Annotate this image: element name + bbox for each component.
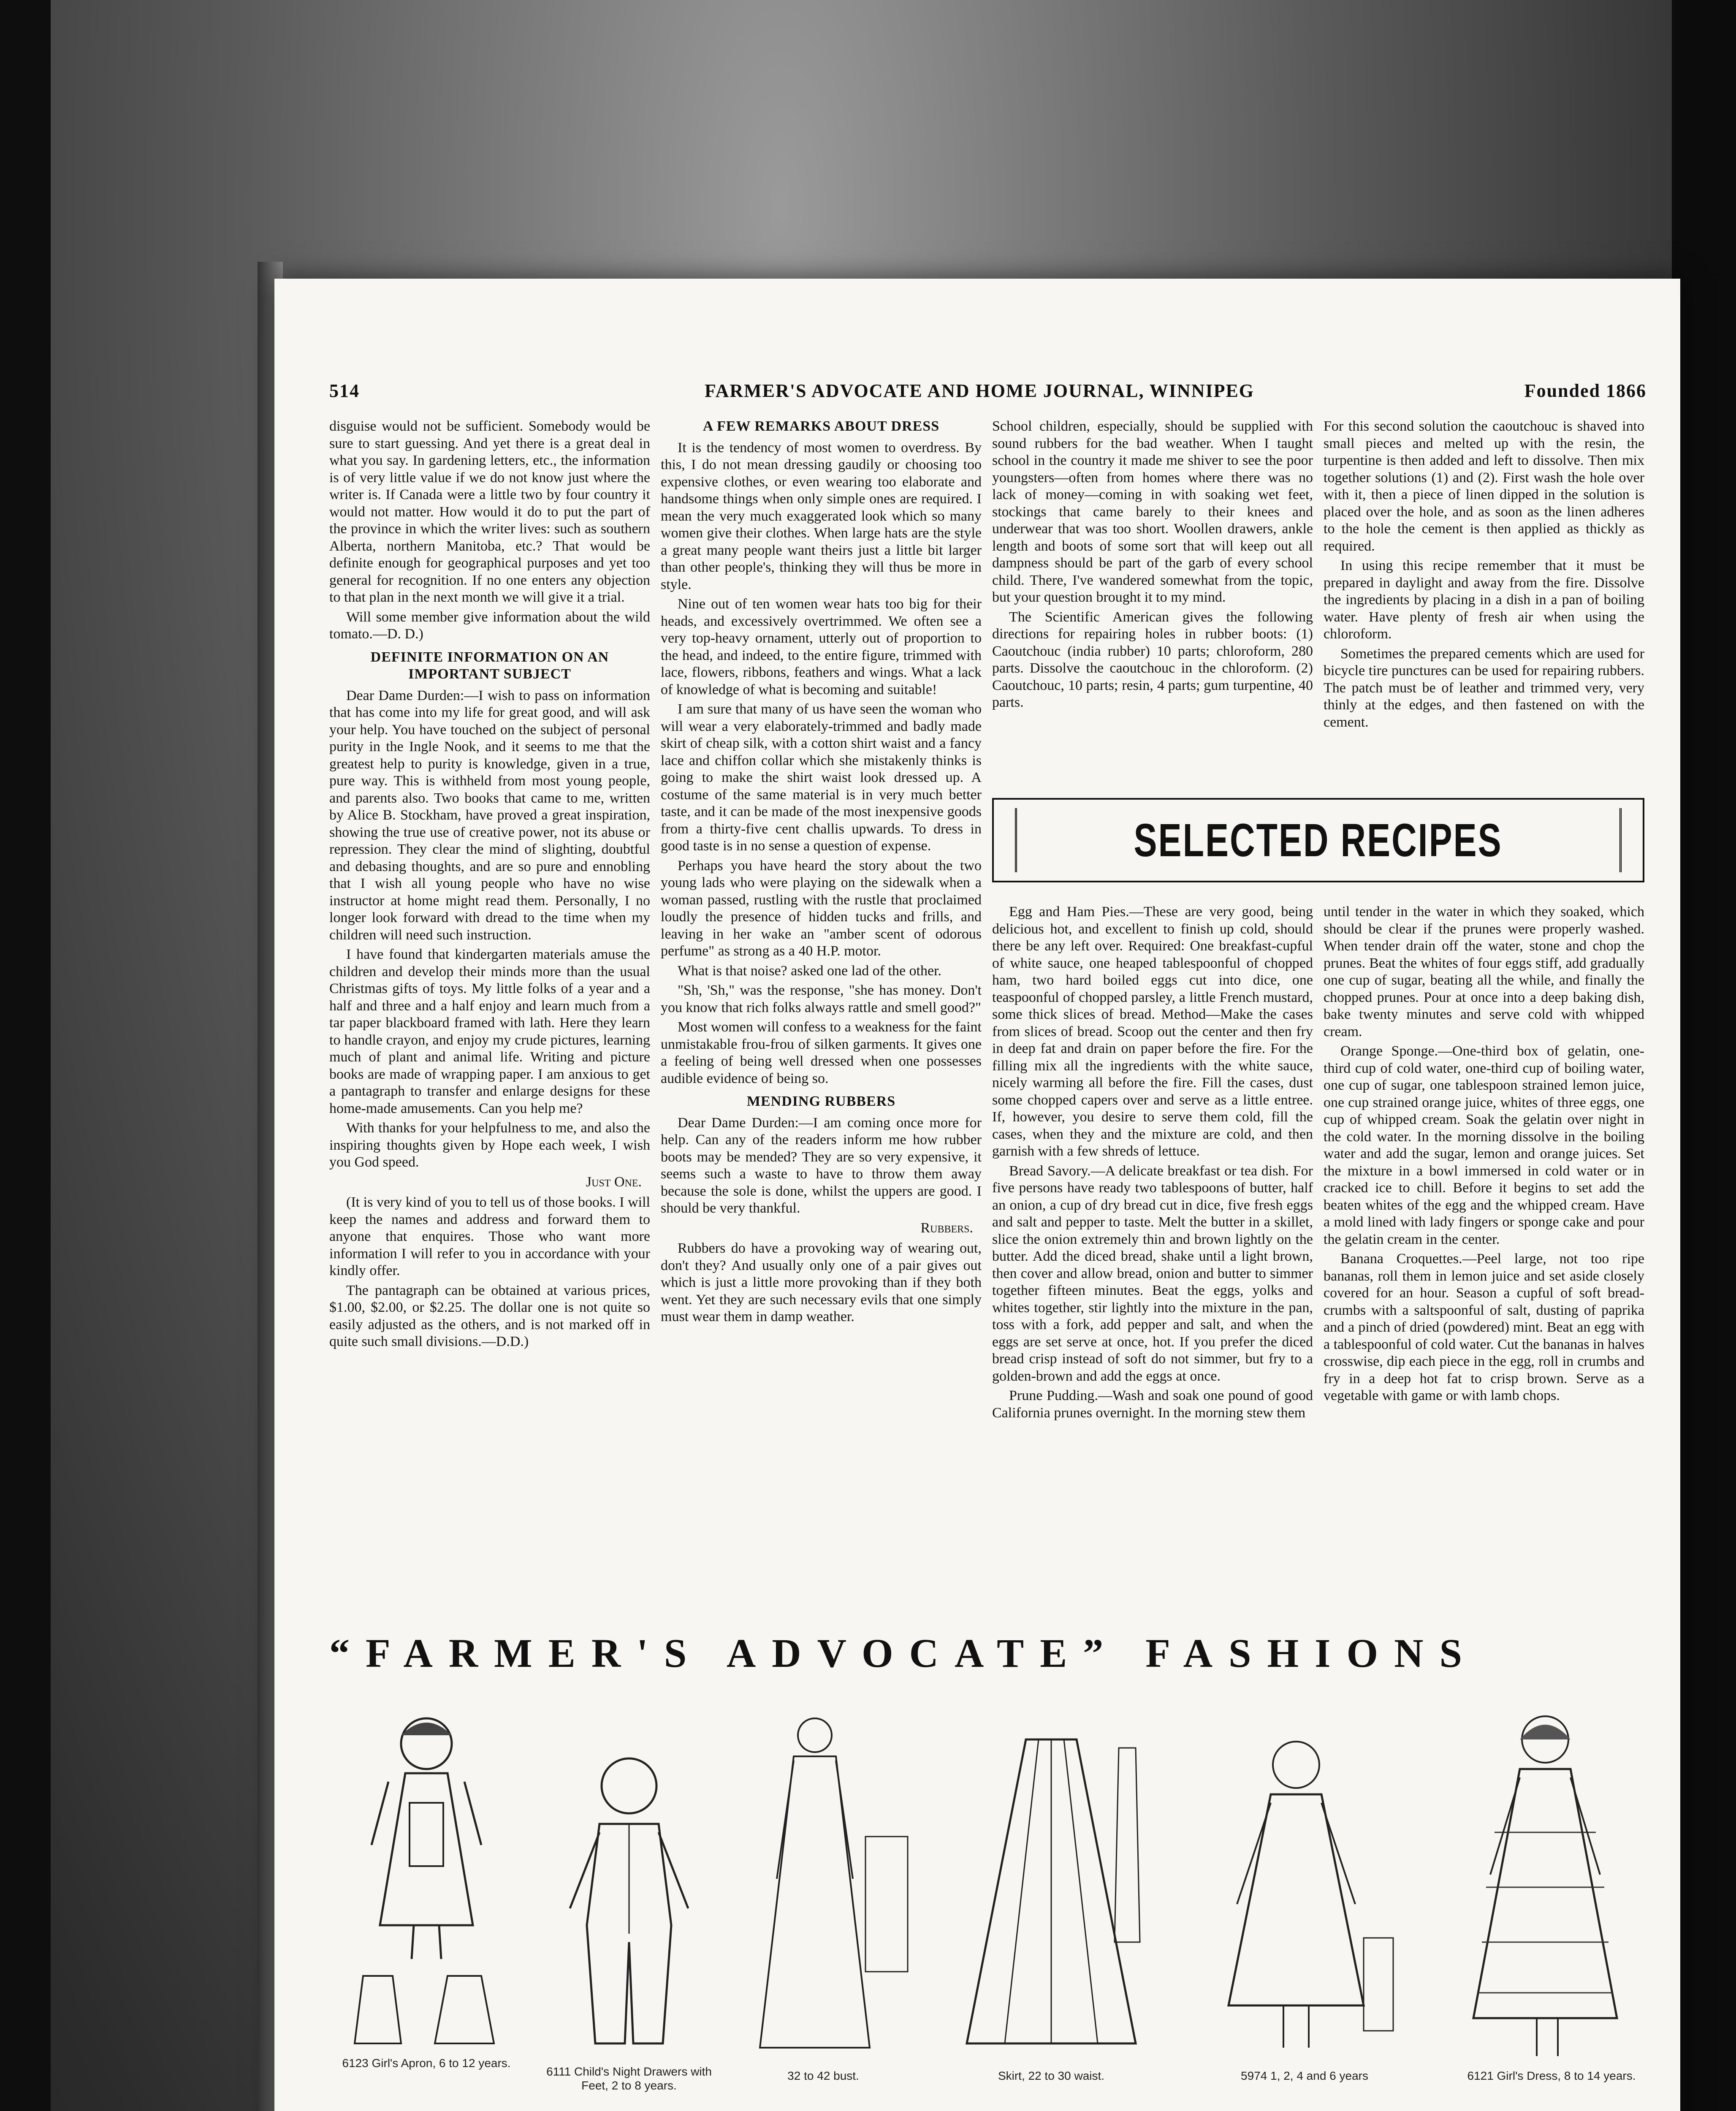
recipe: until tender in the water in which they soaked, which should be clear if the prunes were properly washed. When tender drain off the water, stone and chop the prunes. Beat the whites of four eggs stiff, add gradually one cup of sugar, beating all the while, and finally the chopped prunes. Pour at once into a deep baking dish, bake twenty minutes and serve cold with whipped cream. (1324, 904, 1644, 1039)
column-2 (661, 418, 982, 1328)
paragraph: Sometimes the prepared cements which are used for bicycle tire punctures can be used for repairing rubbers. The patch must be of leather and trimmed very, very thinly at the edges, and then fastened on with the cement. (1324, 646, 1644, 730)
recipe: Bread Savory.—A delicate breakfast or tea dish. For five persons have ready two tablespoons of butter, half an onion, a cup of dry bread cut in dice, five fresh eggs and salt and pepper to taste. Melt the butter in a skillet, slice the onion extremely thin and brown lightly on the butter. Add the diced bread, shake until a light brown, then cover and allow bread, onion and butter to simmer together fifteen minutes. Beat the eggs, yolks and whites together, stir lightly into the mixture in the pan, toss with a fork, add pepper and salt, and when the eggs are set serve at once, hot. If you prefer the diced bread crisp instead of soft do not simmer, but fry to a golden-brown and add the eggs at once. (992, 1163, 1313, 1384)
paragraph: Nine out of ten women wear hats too big for their heads, and excessively overtrimmed. We often see a very top-heavy ornament, utterly out of proportion to the head, and indeed, to the entire figure, trimmed with lace, flowers, ribbons, feathers and wings. What a lack of knowledge of what is becoming and suitable! (661, 596, 982, 697)
article-heading: DEFINITE INFORMATION ON AN IMPORTANT SUBJECT (370, 649, 609, 682)
paragraph: Will some member give information about the wild tomato.—D. D.) (329, 609, 650, 642)
article-heading: MENDING RUBBERS (746, 1093, 896, 1109)
paragraph: It is the tendency of most women to overdress. By this, I do not mean dressing gaudily or choosing too expensive clothes, or even wearing too elaborate and handsome things when only simple ones are required. I mean the very much exaggerated look which so many women give their clothes. When large hats are the style a great many people want theirs just a little bit larger than other people's, thinking they will thus be more in style. (661, 440, 982, 592)
column-3-top (992, 418, 1313, 714)
paragraph: Dear Dame Durden:—I am coming once more for help. Can any of the readers inform me how rubber boots may be mended? They are so very expensive, it seems such a waste to have to throw them away because the sole is done, whilst the uppers are good. I should be very thankful. (661, 1115, 982, 1216)
fashion-figure-girls-dress (1457, 1706, 1646, 2111)
banner-frame (1015, 808, 1622, 872)
article-heading: A FEW REMARKS ABOUT DRESS (703, 418, 940, 434)
fashion-figure-apron (338, 1706, 515, 2111)
gown-illustration (730, 1710, 916, 2065)
paragraph: I am sure that many of us have seen the woman who will wear a very elaborately-trimmed and badly made skirt of cheap silk, with a cotton shirt waist and a fancy lace and chiffon collar which she mistakenly thinks is going to make the shirt waist look dressed up. A costume of the same material is in very much better taste, and it can be made of the most inexpensive goods from a thirty-five cent challis upwards. To dress in good taste is in no sense a question of expense. (661, 701, 982, 854)
figure-caption: 6111 Child's Night Drawers with Feet, 2 to 8 years. (546, 2065, 712, 2092)
paragraph: School children, especially, should be supplied with sound rubbers for the bad weather. When I taught school in the country it made me shiver to see the poor youngsters—often from homes where there was no lack of money—coming in with soaking wet feet, stockings that came barely to their knees and underwear that was too short. Woollen drawers, ankle length and boots of some sort that will keep out all dampness should be part of the garb of every school child. There, I've wandered somewhat from the topic, but your question brought it to my mind. (992, 418, 1313, 605)
child-coat-illustration (1212, 1727, 1397, 2065)
figure-caption: 6123 Girl's Apron, 6 to 12 years. (342, 2057, 511, 2070)
paragraph: disguise would not be sufficient. Somebody would be sure to start guessing. And yet there is a great deal in what you say. In gardening letters, etc., the information is of very little value if we do not know just where the writer is. If Canada were a little two by four country it would not matter. How would it do to put the part of the province in which the writer lives: such as southern Alberta, northern Manitoba, etc.? That would be definite enough for geographical purposes and yet too general for recognition. If no one enters any objection to that plan in the next month we will give it a trial. (329, 418, 650, 605)
fashion-figure-child-coat (1212, 1727, 1397, 2111)
column-4-recipes (1324, 904, 1644, 1407)
paragraph: Dear Dame Durden:—I wish to pass on information that has come into my life for great good, and will ask your help. You have touched on the subject of personal purity in the Ingle Nook, and it seems to me that the greatest help to purity is knowledge, given in a true, pure way. This is withheld from most young people, and parents also. Two books that came to me, written by Alice B. Stockham, have proved a great inspiration, showing the true use of creative power, not its abuse or repression. They clear the mind of slighting, doubtful and debasing thoughts, and are so pure and ennobling that I wish all young people who have no wise instructor at home might read them. Personally, I no longer look forward with dread to the time when my children will need such instruction. (329, 687, 650, 943)
fashion-figure-night-drawers (545, 1748, 713, 2111)
fashion-figure-gown (730, 1710, 916, 2111)
paragraph: In using this recipe remember that it must be prepared in daylight and away from the fire. Dissolve the ingredients by placing in a dish in a pan of boiling water. Have plenty of fresh air when using the chloroform. (1324, 558, 1644, 642)
selected-recipes-banner (992, 798, 1644, 882)
figure-caption: Skirt, 22 to 30 waist. (998, 2069, 1105, 2082)
figure-caption: 6121 Girl's Dress, 8 to 14 years. (1467, 2069, 1636, 2082)
paragraph: For this second solution the caoutchouc is shaved into small pieces and melted up with the resin, the turpentine is then added and left to dissolve. Then mix together solutions (1) and (2). First wash the hole over with it, then a piece of linen dipped in the solution is placed over the hole, and as soon as the linen adheres to the hole the cement is then applied as thickly as required. (1324, 418, 1644, 554)
paragraph: Rubbers do have a provoking way of wearing out, don't they? And usually only one of a pair gives out which is just a little more provoking than if they both went. Yet they are such necessary evils that one simply must wear them in damp weather. (661, 1240, 982, 1324)
paragraph: What is that noise? asked one lad of the other. (678, 963, 942, 979)
paragraph: Perhaps you have heard the story about the two young lads who were playing on the sidewalk when a woman passed, rustling with the rustle that proclaimed loudly the presence of hidden tucks and frills, and leaving in her wake an "amber scent of odorous perfume" as strong as a 40 H.P. motor. (661, 857, 982, 959)
paragraph: Most women will confess to a weakness for the faint unmistakable frou-frou of silken garments. It gives one a feeling of being well dressed when one possesses audible evidence of being so. (661, 1019, 982, 1086)
figure-caption: 5974 1, 2, 4 and 6 years (1241, 2069, 1368, 2082)
paragraph: The pantagraph can be obtained at various prices, $1.00, $2.00, or $2.25. The dollar one is not quite so easily adjusted as the others, and is not marked off in quite such small divisions.—D.D.) (329, 1282, 650, 1349)
founded-year: Founded 1866 (1524, 380, 1646, 401)
page-number: 514 (329, 380, 360, 401)
column-4-top (1324, 418, 1644, 733)
paragraph: (It is very kind of you to tell us of those books. I will keep the names and address and forward them to anyone that enquires. Those who want more information I will refer to you in accordance with your kindly offer. (329, 1194, 650, 1278)
paragraph: "Sh, 'Sh," was the response, "she has money. Don't you know that rich folks always rattle and smell good?" (661, 982, 982, 1015)
running-header (329, 380, 1646, 410)
newspaper-page (274, 279, 1680, 2111)
night-drawers-illustration (545, 1748, 713, 2060)
column-1 (329, 418, 650, 1353)
paragraph: The Scientific American gives the following directions for repairing holes in rubber boots: (1) Caoutchouc (india rubber) 10 parts; chloroform, 280 parts. Dissolve the caoutchouc in the chloroform. (2) Caoutchouc, 10 parts; resin, 4 parts; gum turpentine, 40 parts. (992, 609, 1313, 710)
recipe: Prune Pudding.—Wash and soak one pound of good California prunes overnight. In the morning stew them (992, 1388, 1313, 1421)
scan-left-edge (0, 0, 51, 2111)
section-heading: SELECTED RECIPES (1134, 814, 1503, 866)
scan-right-edge (1672, 0, 1736, 2111)
signature: Rubbers. (920, 1220, 973, 1236)
paragraph: With thanks for your helpfulness to me, and also the inspiring thoughts given by Hope each week, I wish you God speed. (329, 1120, 650, 1170)
girls-dress-illustration (1457, 1706, 1646, 2065)
recipe: Banana Croquettes.—Peel large, not too ripe bananas, roll them in lemon juice and set aside closely covered for an hour. Season a cupful of soft bread-crumbs with a saltspoonful of salt, dusting of paprika and a pinch of dried (powdered) mint. Beat an egg with a tablespoonful of cold water. Cut the bananas in halves crosswise, dip each piece in the egg, roll in crumbs and fry in a deep hot fat to crisp brown. Serve as a vegetable with game or with lamb chops. (1324, 1251, 1644, 1403)
fashion-figure-skirt (958, 1723, 1144, 2111)
apron-illustration (338, 1706, 515, 2052)
recipe: Orange Sponge.—One-third box of gelatin, one-third cup of cold water, one-third cup of boiling water, one cup of sugar, one tablespoon strained lemon juice, one cup strained orange juice, whites of three eggs, one cup of whipped cream. Soak the gelatin over night in the cold water. In the morning dissolve in the boiling water and add the sugar, lemon and orange juices. Set the mixture in a bowl immersed in cold water or in cracked ice to chill. Before it begins to set add the beaten whites of the egg and the whipped cream. Have a mold lined with lady fingers or sponge cake and pour the gelatin cream in the center. (1324, 1043, 1644, 1247)
signature: Just One. (586, 1174, 642, 1190)
recipe: Egg and Ham Pies.—These are very good, being delicious hot, and excellent to finish up cold, should there be any left over. Required: One breakfast-cupful of white sauce, one heaped tablespoonful of chopped ham, two hard boiled eggs cut into dice, one teaspoonful of chopped parsley, a little French mustard, some thick slices of bread. Method—Make the cases from slices of bread. Scoop out the center and then fry in deep fat and drain on paper before the fire. For the filling mix all the ingredients with the white sauce, nicely warming all before the fire. Fill the cases, dust some chopped capers over and serve as a little entree. If, however, you desire to serve them cold, fill the cases, when they and the mixture are cold, and then garnish with a few shreds of lettuce. (992, 904, 1313, 1159)
paragraph: I have found that kindergarten materials amuse the children and develop their minds more than the usual Christmas gifts of toys. My little folks of a year and a half and three and a half enjoy and learn much from a tar paper blackboard framed with lath. Here they learn to handle crayon, and enjoy my crude pictures, learning much of plant and animal life. Writing and picture books are made of wrapping paper. I am anxious to get a pantagraph to transfer and enlarge designs for these home-made amusements. Can you help me? (329, 947, 650, 1116)
skirt-illustration (958, 1723, 1144, 2065)
journal-title: FARMER'S ADVOCATE AND HOME JOURNAL, WINNIPEG (704, 380, 1255, 401)
column-3-recipes (992, 904, 1313, 1424)
fashions-heading: “FARMER'S ADVOCATE” FASHIONS (329, 1631, 1478, 1676)
figure-caption: 32 to 42 bust. (787, 2069, 859, 2082)
